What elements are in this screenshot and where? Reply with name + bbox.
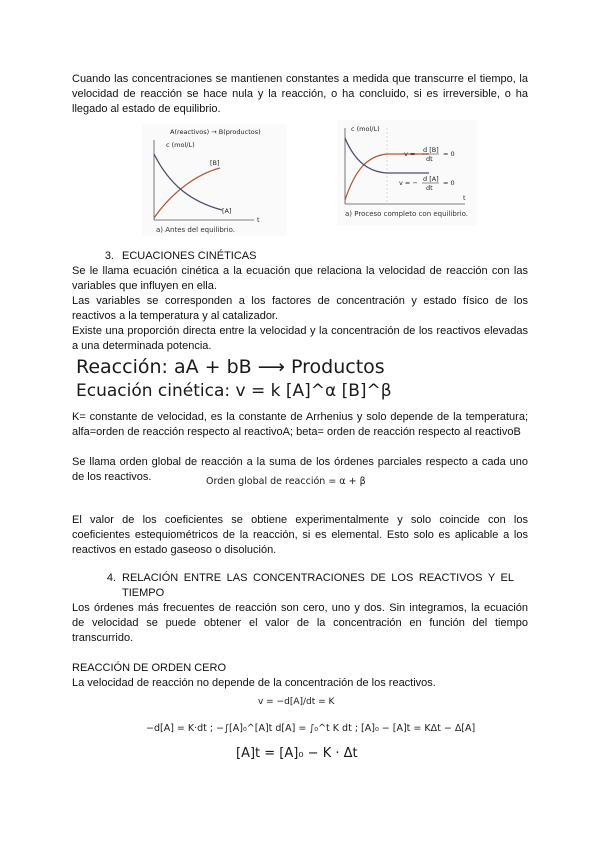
chart-2-d2-num: d [A] [423,175,439,183]
chart-2-d2-den: dt [426,184,433,192]
chart-2-y-label: c (mol/L) [351,125,380,133]
s4-p1-line-3: transcurrido. [72,632,134,644]
handwritten-global-order: Orden global de reacción = α + β [206,476,366,487]
s4-p1-line-1: Los órdenes más frecuentes de reacción son cero, uno y dos. Sin integramos, la ecuación [72,602,528,614]
s3-p2-line-1: Las variables se corresponden a los factores de concentración y estado físico de los [72,295,528,307]
section-4-number: 4. [106,572,116,584]
handwritten-reaction: Reacción: aA + bB ⟶ Productos [76,356,385,378]
section-4-title-line-2: TIEMPO [122,587,165,599]
orden-cero-text: La velocidad de reacción no depende de la concentración de los reactivos. [72,677,436,689]
s3-p1-line-2: variables que influyen en ella. [72,280,217,292]
chart-2-d1-num: d [B] [423,146,439,154]
chart-2-d1-den: dt [426,155,433,163]
chart-1-x-label: t [257,216,260,224]
chart-1-label-b: [B] [210,159,220,167]
handwritten-kinetic-equation: Ecuación cinética: v = k [A]^α [B]^β [76,381,392,401]
s3-p4-line-1: K= constante de velocidad, es la constante de Arrhenius y solo depende de la temperatura; [72,411,528,423]
chart-2-v2: v = − [399,179,418,187]
chart-2-caption: a) Proceso completo con equilibrio. [345,210,469,218]
chart-2-x-label: t [463,194,466,202]
section-3-number: 3. [104,250,114,262]
s3-p4-line-2: alfa=orden de reacción respecto al reactivoA; beta= orden de reacción respecto al reactivoB [72,426,521,438]
handwritten-zero-order-rate: v = −d[A]/dt = K [258,697,335,707]
s3-p6-line-3: reactivos en estado gaseoso o disolución. [72,544,277,556]
s3-p3-line-2: a una determinada potencia. [72,340,212,352]
section-3-heading [72,249,528,264]
handwritten-zero-order-result: [A]t = [A]₀ − K · Δt [236,746,358,761]
chart-1-caption: a) Antes del equilibrio. [156,226,235,234]
s3-p5-line-1: Se llama orden global de reacción a la suma de los órdenes parciales respecto a cada uno [72,456,528,468]
s3-p6-line-2: coeficientes estequiométricos de la reacción, si es elemental. Esto solo es aplicable a los [72,529,528,541]
s3-p1-line-1: Se le llama ecuación cinética a la ecuación que relaciona la velocidad de reacción con las [72,265,528,277]
intro-line-3: llegado al estado de equilibrio. [72,103,221,115]
s3-p2-line-2: reactivos a la temperatura y al catalizador. [72,310,279,322]
section-3-title: ECUACIONES CINÉTICAS [122,250,257,262]
intro-line-2: velocidad de reacción se hace nula y la reacción, o ha concluido, si es irreversible, o ha [72,88,528,100]
chart-1-label-a: [A] [222,207,232,215]
s3-p3-line-1: Existe una proporción directa entre la velocidad y la concentración de los reactivos elevadas [72,325,528,337]
chart-2-v1: v = [404,150,416,158]
chart-2-eq-2: = 0 [443,179,455,187]
orden-cero-title: REACCIÓN DE ORDEN CERO [72,662,227,674]
intro-line-1: Cuando las concentraciones se mantienen constantes a medida que transcurre el tiempo, la [72,73,528,85]
s4-p1-line-2: de velocidad se puede obtener el valor de la concentración en función del tiempo [72,617,528,629]
chart-1-title: A(reactivos) → B(productos) [170,128,261,136]
handwritten-zero-order-integration: −d[A] = K·dt ; −∫[A]₀^[A]t d[A] = ∫₀^t K dt ; [A]₀ − [A]t = KΔt − Δ[A] [146,723,476,734]
s3-p6-line-1: El valor de los coeficientes se obtiene experimentalmente y solo coincide con los [72,514,528,526]
section-4-title-line-1: RELACIÓN ENTRE LAS CONCENTRACIONES DE LOS REACTIVOS Y EL [122,572,514,584]
chart-complete-equilibrium [337,120,477,226]
chart-before-equilibrium [142,124,287,236]
chart-1-y-label: c (mol/L) [166,141,195,149]
chart-1-background [142,124,287,236]
section-4-heading [72,571,528,601]
chart-2-eq-1: = 0 [443,150,455,158]
s3-p5-line-2: de los reactivos. [72,471,152,483]
